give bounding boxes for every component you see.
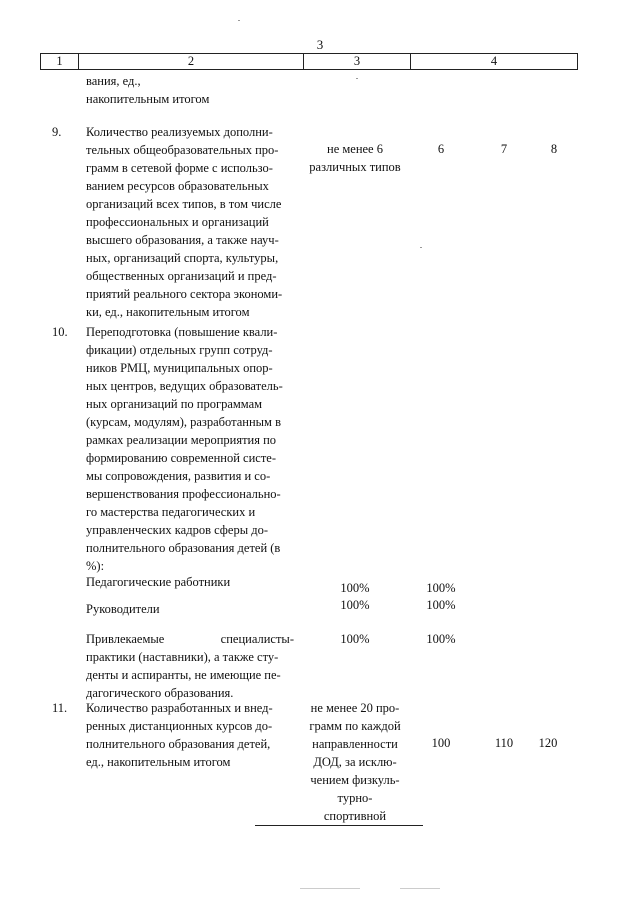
header-col-2: 2 [78, 54, 303, 69]
text-line: ных центров, ведущих образователь- [86, 379, 283, 393]
row-10-sub-specialists-value: 100% [426, 632, 456, 646]
row-9-value-2: 7 [500, 142, 508, 156]
text-line: ванием ресурсов образовательных [86, 179, 269, 193]
text-line: ки, ед., накопительным итогом [86, 305, 250, 319]
header-col-4: 4 [410, 54, 577, 69]
text-line: дагогического образования. [86, 686, 234, 700]
text-line: приятий реального сектора экономи- [86, 287, 283, 301]
text-line: Привлекаемые специалисты- [86, 632, 294, 646]
text-line: профессиональных и организаций [86, 215, 269, 229]
text-line: спортивной [323, 809, 387, 823]
text-line: ед., накопительным итогом [86, 755, 231, 769]
table-header [40, 53, 578, 70]
row-11-description [86, 699, 294, 771]
text-line: различных типов [309, 160, 401, 174]
text-line: Переподготовка (повышение квали- [86, 325, 278, 339]
text-line: ДОД, за исклю- [313, 755, 397, 769]
text-line: грамм по каждой [309, 719, 401, 733]
text-line: накопительным итогом [86, 92, 210, 106]
text-line: не менее 6 [327, 142, 383, 156]
text-line: ренных дистанционных курсов до- [86, 719, 273, 733]
text-line: ников РМЦ, муниципальных опор- [86, 361, 273, 375]
scan-speck [420, 247, 422, 248]
row-10-sub-teachers-label: Педагогические работники [86, 575, 231, 589]
text-line: грамм в сетевой форме с использо- [86, 161, 273, 175]
text-line: полнительного образования детей (в [86, 541, 281, 555]
text-line: тельных общеобразовательных про- [86, 143, 279, 157]
text-line: (курсам, модулям), разработанным в [86, 415, 281, 429]
text-line: вершенствования профессионально- [86, 487, 281, 501]
row-9-description [86, 123, 294, 321]
text-line: турно- [337, 791, 373, 805]
scan-speck [356, 78, 358, 79]
row-11-value-1: 100 [431, 736, 451, 750]
text-line: высшего образования, а также науч- [86, 233, 279, 247]
text-line: ных организаций по программам [86, 397, 263, 411]
row-11-number: 11. [52, 701, 68, 715]
text-line: практики (наставники), а также сту- [86, 650, 279, 664]
row-11-value-3: 120 [538, 736, 558, 750]
text-line: ных, организаций спорта, культуры, [86, 251, 279, 265]
text-line: полнительного образования детей, [86, 737, 271, 751]
row-10-number: 10. [52, 325, 68, 339]
text-line: го мастерства педагогических и [86, 505, 256, 519]
row-10-sub-teachers-value: 100% [426, 581, 456, 595]
row-10-sub-specialists-target: 100% [340, 632, 370, 646]
text-line: Количество реализуемых дополни- [86, 125, 273, 139]
page-number: 3 [316, 37, 324, 52]
text-line: формированию современной систе- [86, 451, 276, 465]
continuation-text [86, 72, 294, 108]
text-line: вания, ед., [86, 74, 141, 88]
text-line: Количество разработанных и внед- [86, 701, 273, 715]
text-line: не менее 20 про- [310, 701, 400, 715]
text-line: денты и аспиранты, не имеющие пе- [86, 668, 281, 682]
text-line: %): [86, 559, 105, 573]
row-9-value-3: 8 [550, 142, 558, 156]
header-col-1: 1 [56, 54, 63, 68]
row-10-description [86, 323, 294, 575]
text-line: чением физкуль- [310, 773, 400, 787]
row-10-sub-teachers-target: 100% [340, 581, 370, 595]
row-11-value-2: 110 [494, 736, 514, 750]
row-10-sub-managers-target: 100% [340, 598, 370, 612]
row-10-sub-specialists-label [86, 630, 294, 702]
row-11-target [302, 699, 408, 825]
text-line: управленческих кадров сферы до- [86, 523, 268, 537]
header-col-3: 3 [303, 54, 410, 69]
row-9-number: 9. [52, 125, 62, 139]
text-line: фикации) отдельных групп сотруд- [86, 343, 273, 357]
text-line: мы сопровождения, развития и со- [86, 469, 271, 483]
text-line: направленности [312, 737, 398, 751]
text-line: рамках реализации мероприятия по [86, 433, 277, 447]
row-9-value-1: 6 [437, 142, 445, 156]
text-line: общественных организаций и пред- [86, 269, 277, 283]
text-line: организаций всех типов, в том числе [86, 197, 282, 211]
row-10-sub-managers-value: 100% [426, 598, 456, 612]
scan-speck [400, 888, 440, 889]
closing-rule [255, 825, 423, 826]
row-9-target [302, 140, 408, 176]
scan-speck [300, 888, 360, 889]
row-10-sub-managers-label: Руководители [86, 602, 160, 616]
scan-speck [238, 20, 240, 21]
